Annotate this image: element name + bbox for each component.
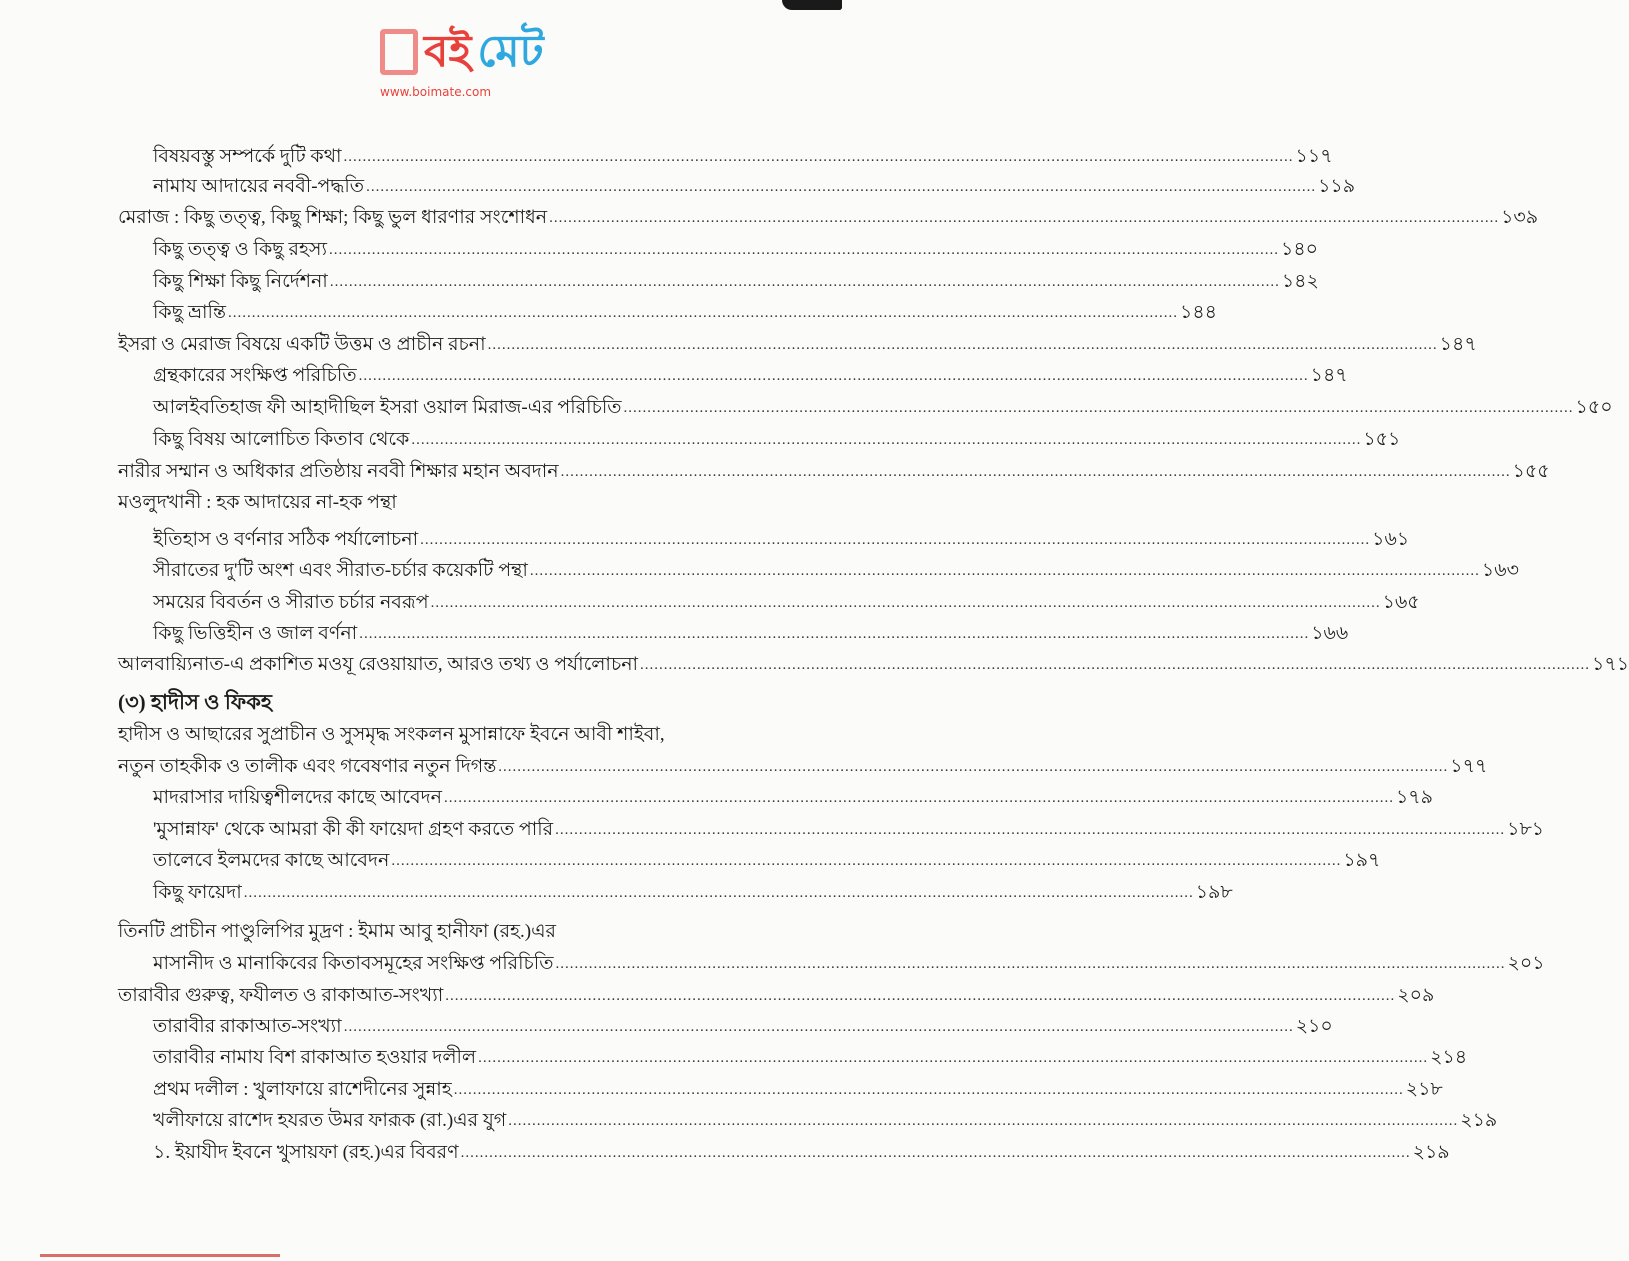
- entry-title: মাদরাসার দায়িত্বশীলদের কাছে আবেদন: [153, 787, 442, 808]
- toc-entry: [153, 526, 1410, 554]
- dot-leader: ........................................................................................................................................................................................................: [508, 1113, 1459, 1129]
- dot-leader: ........................................................................................................................................................................................................: [411, 432, 1362, 448]
- entry-title: নতুন তাহকীক ও তালীক এবং গবেষণার নতুন দিগন্ত: [118, 756, 497, 777]
- toc-entry: [153, 143, 1333, 171]
- dot-leader: ........................................................................................................................................................................................................: [343, 1019, 1294, 1035]
- dot-leader: ........................................................................................................................................................................................................: [445, 988, 1396, 1004]
- toc-entry: [153, 1107, 1498, 1135]
- entry-title: তারাবীর গুরুত্ব, ফযীলত ও রাকাআত-সংখ্যা: [118, 985, 444, 1006]
- page-number: ১৫০: [1575, 397, 1613, 418]
- page-number: ১১৭: [1295, 146, 1333, 167]
- toc-entry: [118, 721, 780, 749]
- watermark-part-1: বই: [424, 26, 472, 77]
- page-number: ১৭৭: [1450, 756, 1488, 777]
- dot-leader: ........................................................................................................................................................................................................: [453, 1082, 1404, 1098]
- toc-entry: [153, 299, 1217, 327]
- page-number: ২১০: [1295, 1016, 1333, 1037]
- dot-leader: ........................................................................................................................................................................................................: [460, 1145, 1411, 1161]
- toc-entry: [118, 982, 1435, 1010]
- toc-entry: [118, 753, 1488, 781]
- page-number: ১৪৪: [1180, 302, 1217, 323]
- entry-title: কিছু শিক্ষা কিছু নির্দেশনা: [153, 271, 328, 292]
- toc-entry: [118, 458, 1550, 486]
- entry-title: ইসরা ও মেরাজ বিষয়ে একটি উত্তম ও প্রাচীন রচনা: [118, 334, 486, 355]
- page-number: ১৪৭: [1310, 365, 1348, 386]
- page-number: ১৪০: [1281, 239, 1319, 260]
- page-number: ২০৯: [1397, 985, 1435, 1006]
- toc-entry: [153, 173, 1356, 201]
- page-number: ১৩৯: [1501, 207, 1539, 228]
- entry-title: নামায আদায়ের নববী-পদ্ধতি: [153, 176, 365, 197]
- section-heading: (৩) হাদীস ও ফিকহ: [118, 690, 272, 714]
- dot-leader: ........................................................................................................................................................................................................: [366, 179, 1317, 195]
- toc-entry: [153, 589, 1420, 617]
- dot-leader: ........................................................................................................................................................................................................: [359, 626, 1310, 642]
- page-number: ১১৯: [1318, 176, 1356, 197]
- entry-title: কিছু ফায়েদা: [153, 882, 242, 903]
- toc-entry: [153, 1044, 1468, 1072]
- page-number: ২১৯: [1412, 1142, 1450, 1163]
- entry-title: কিছু তত্ত্ব ও কিছু রহস্য: [153, 239, 327, 260]
- toc-entry: [153, 362, 1348, 390]
- toc-entry: [153, 784, 1433, 812]
- entry-title: মওলুদখানী : হক আদায়ের না-হক পন্থা: [118, 492, 397, 513]
- dot-leader: ........................................................................................................................................................................................................: [555, 956, 1506, 972]
- watermark-url: www.boimate.com: [380, 85, 492, 99]
- dot-leader: ........................................................................................................................................................................................................: [358, 368, 1309, 384]
- page-number: ২১৪: [1430, 1047, 1468, 1068]
- entry-title: ১. ইয়াযীদ ইবনে খুসায়ফা (রহ.)এর বিবরণ: [153, 1142, 459, 1163]
- entry-title: বিষয়বস্তু সম্পর্কে দুটি কথা: [153, 146, 342, 167]
- dot-leader: ........................................................................................................................................................................................................: [228, 305, 1178, 321]
- entry-title: সীরাতের দু'টি অংশ এবং সীরাত-চর্চার কয়েকটি পন্থা: [153, 560, 528, 581]
- toc-entry: [118, 331, 1477, 359]
- dot-leader: ........................................................................................................................................................................................................: [623, 400, 1574, 416]
- entry-title: আলবায়্যিনাত-এ প্রকাশিত মওযূ রেওয়ায়াত, আরও তথ্য ও পর্যালোচনা: [118, 654, 639, 675]
- entry-title: গ্রন্থকারের সংক্ষিপ্ত পরিচিতি: [153, 365, 357, 386]
- toc-entry: [153, 1139, 1450, 1167]
- page-number: ২০১: [1507, 953, 1545, 974]
- dot-leader: ........................................................................................................................................................................................................: [243, 885, 1194, 901]
- dot-leader: ........................................................................................................................................................................................................: [391, 853, 1342, 869]
- page-bottom-edge: [40, 1254, 280, 1257]
- entry-title: নারীর সম্মান ও অধিকার প্রতিষ্ঠায় নববী শিক্ষার মহান অবদান: [118, 461, 559, 482]
- entry-title: তালেবে ইলমদের কাছে আবেদন: [153, 850, 390, 871]
- toc-entry: [118, 918, 780, 946]
- page-number: ১৪৭: [1439, 334, 1477, 355]
- entry-title: আলইবতিহাজ ফী আহাদীছিল ইসরা ওয়াল মিরাজ-এর পরিচিতি: [153, 397, 622, 418]
- dot-leader: ........................................................................................................................................................................................................: [343, 149, 1294, 165]
- page-number: ১৪২: [1281, 271, 1319, 292]
- toc-entry: [153, 268, 1319, 296]
- toc-entry: [153, 950, 1545, 978]
- toc-entry: [153, 236, 1319, 264]
- entry-title: 'মুসান্নাফ' থেকে আমরা কী কী ফায়েদা গ্রহণ করতে পারি: [153, 819, 554, 840]
- book-logo-icon: [380, 29, 418, 75]
- dot-leader: ........................................................................................................................................................................................................: [560, 464, 1511, 480]
- dot-leader: ........................................................................................................................................................................................................: [329, 274, 1280, 290]
- dot-leader: ........................................................................................................................................................................................................: [529, 563, 1480, 579]
- toc-entry: [153, 394, 1613, 422]
- page-number: ১৬৬: [1311, 623, 1349, 644]
- page-number: ১৭৯: [1395, 787, 1433, 808]
- toc-entry: [118, 489, 780, 517]
- entry-title: কিছু বিষয় আলোচিত কিতাব থেকে: [153, 429, 410, 450]
- dot-leader: ........................................................................................................................................................................................................: [443, 790, 1394, 806]
- entry-title: কিছু ভিত্তিহীন ও জাল বর্ণনা: [153, 623, 358, 644]
- entry-title: মেরাজ : কিছু তত্ত্ব, কিছু শিক্ষা; কিছু ভুল ধারণার সংশোধন: [118, 207, 548, 228]
- entry-title: তারাবীর নামায বিশ রাকাআত হওয়ার দলীল: [153, 1047, 477, 1068]
- page-corner-shadow: [782, 0, 842, 10]
- page-number: ১৯৮: [1195, 882, 1233, 903]
- dot-leader: ........................................................................................................................................................................................................: [640, 657, 1591, 673]
- entry-title: সময়ের বিবর্তন ও সীরাত চর্চার নবরূপ: [153, 592, 429, 613]
- toc-entry: [153, 620, 1349, 648]
- boimate-watermark: [380, 22, 544, 100]
- page-number: ১৮১: [1507, 819, 1545, 840]
- page-number: ১৬১: [1372, 529, 1410, 550]
- entry-title: ইতিহাস ও বর্ণনার সঠিক পর্যালোচনা: [153, 529, 419, 550]
- toc-entry: [153, 557, 1519, 585]
- dot-leader: ........................................................................................................................................................................................................: [430, 595, 1381, 611]
- entry-title: হাদীস ও আছারের সুপ্রাচীন ও সুসমৃদ্ধ সংকলন মুসান্নাফে ইবনে আবী শাইবা,: [118, 724, 665, 745]
- page-number: ২১৯: [1460, 1110, 1498, 1131]
- page-number: ১৫৫: [1512, 461, 1550, 482]
- toc-entry: [153, 426, 1401, 454]
- entry-title: কিছু ভ্রান্তি: [153, 302, 226, 323]
- entry-title: খলীফায়ে রাশেদ হযরত উমর ফারূক (রা.)এর যুগ: [153, 1110, 507, 1131]
- watermark-logo: [380, 22, 544, 82]
- page-number: ১৭১: [1592, 654, 1629, 675]
- page-number: ১৬৫: [1382, 592, 1420, 613]
- entry-title: তিনটি প্রাচীন পাণ্ডুলিপির মুদ্রণ : ইমাম আবু হানীফা (রহ.)এর: [118, 921, 557, 942]
- dot-leader: ........................................................................................................................................................................................................: [478, 1050, 1429, 1066]
- page-number: ১৬৩: [1481, 560, 1519, 581]
- dot-leader: ........................................................................................................................................................................................................: [549, 210, 1500, 226]
- page-number: ১৯৭: [1343, 850, 1381, 871]
- entry-title: প্রথম দলীল : খুলাফায়ে রাশেদীনের সুন্নাহ: [153, 1079, 452, 1100]
- toc-entry: [153, 879, 1233, 907]
- dot-leader: ........................................................................................................................................................................................................: [555, 822, 1506, 838]
- toc-entry: [153, 847, 1381, 875]
- page-number: ২১৮: [1405, 1079, 1443, 1100]
- watermark-part-2: মেট: [477, 26, 544, 77]
- toc-entry: [153, 1076, 1443, 1104]
- dot-leader: ........................................................................................................................................................................................................: [498, 759, 1449, 775]
- entry-title: তারাবীর রাকাআত-সংখ্যা: [153, 1016, 342, 1037]
- toc-entry: [153, 816, 1545, 844]
- dot-leader: ........................................................................................................................................................................................................: [420, 532, 1371, 548]
- toc-entry: [118, 204, 1539, 232]
- toc-entry: [153, 1013, 1333, 1041]
- toc-entry: [118, 651, 1629, 679]
- dot-leader: ........................................................................................................................................................................................................: [329, 242, 1279, 258]
- entry-title: মাসানীদ ও মানাকিবের কিতাবসমূহের সংক্ষিপ্ত পরিচিতি: [153, 953, 554, 974]
- page-number: ১৫১: [1363, 429, 1401, 450]
- dot-leader: ........................................................................................................................................................................................................: [487, 337, 1438, 353]
